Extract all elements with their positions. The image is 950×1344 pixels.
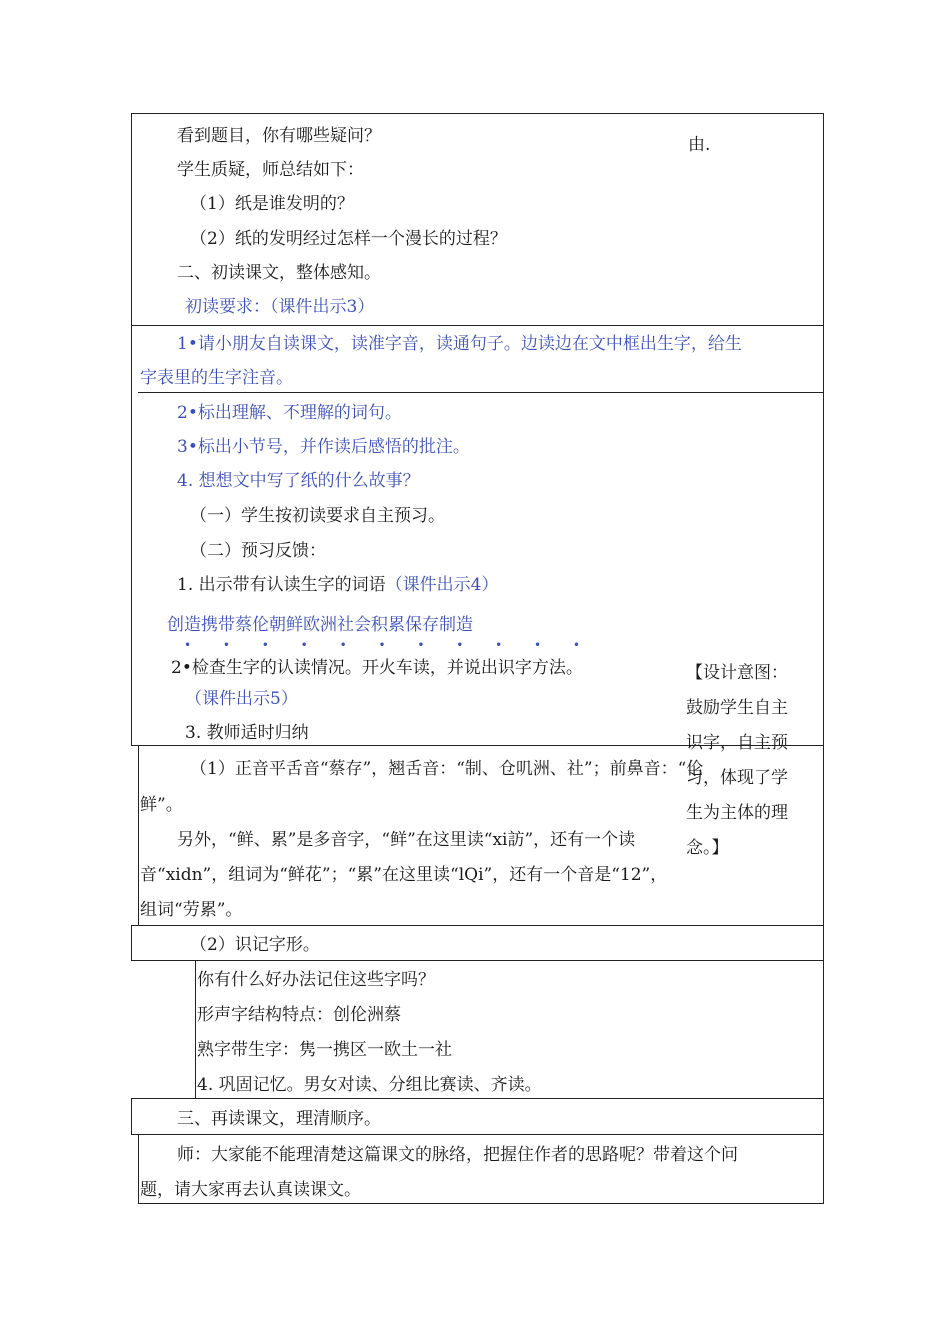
courseware-5: （课件出示5） <box>185 689 298 709</box>
border-row-4 <box>131 925 824 926</box>
question-intro: 看到题目，你有哪些疑问？ <box>177 126 381 146</box>
reading-requirements: 初读要求：（课件出示3） <box>185 297 375 317</box>
border-row-1 <box>131 325 824 326</box>
phonetic-structure: 形声字结构特点：创伦洲蔡 <box>197 1005 401 1025</box>
design-note-4: 习，体现了学 <box>686 768 788 788</box>
step-two: （二）预习反馈： <box>190 541 326 561</box>
border-left-5 <box>131 1098 132 1134</box>
border-left-6 <box>138 1134 139 1203</box>
pronunciation-note: （1）正音平舌音“蔡存”，翘舌音：“制、仓叽洲、社”；前鼻音：“伦 <box>190 759 704 779</box>
polyphone-note: 另外，“鲜、累”是多音字，“鲜”在这里读“xi訪”，还有一个读 <box>177 830 636 850</box>
consolidate-memory: 4. 巩固记忆。男女对读、分组比赛读、齐读。 <box>197 1075 542 1095</box>
requirement-1-cont: 字表里的生字注音。 <box>140 368 293 388</box>
margin-fragment: 由. <box>688 135 711 155</box>
design-note-6: 念。】 <box>686 838 729 858</box>
border-right-1 <box>823 113 824 1203</box>
polyphone-note-end: 组词“劳累”。 <box>140 900 243 920</box>
requirement-3: 3•标出小节号，并作读后感悟的批注。 <box>177 437 470 457</box>
character-memory: （2）识记字形。 <box>190 935 320 955</box>
feedback-1-courseware: （课件出示4） <box>385 575 499 595</box>
familiar-characters: 熟字带生字：隽一携区一欧土一社 <box>197 1040 452 1060</box>
question-1: （1）纸是谁发明的？ <box>190 194 354 214</box>
border-left-2 <box>138 745 139 925</box>
feedback-3: 3. 教师适时归纳 <box>185 723 309 743</box>
design-note-1: 【设计意图： <box>686 663 788 683</box>
design-note-3: 识字，自主预 <box>686 733 788 753</box>
border-left-1 <box>131 113 132 745</box>
feedback-1-text: 1. 出示带有认读生字的词语 <box>177 575 386 595</box>
border-row-2 <box>138 392 824 393</box>
feedback-2: 2•检查生字的认读情况。开火车读，并说出识字方法。 <box>171 658 583 678</box>
design-note-5: 生为主体的理 <box>686 803 788 823</box>
memory-question: 你有什么好办法记住这些字吗？ <box>197 970 435 990</box>
step-one: （一）学生按初读要求自主预习。 <box>190 506 445 526</box>
border-left-4 <box>195 960 196 1098</box>
question-2: （2）纸的发明经过怎样一个漫长的过程？ <box>190 229 507 249</box>
design-note-2: 鼓励学生自主 <box>686 698 788 718</box>
border-row-6 <box>131 1098 824 1099</box>
teacher-summary: 学生质疑，师总结如下： <box>177 160 364 180</box>
vocabulary-words: 创造携带蔡伦朝鲜欧洲社会积累保存制造 <box>167 615 473 635</box>
border-bottom <box>138 1203 824 1204</box>
feedback-1 <box>177 574 498 596</box>
pronunciation-note-cont: 鲜”。 <box>140 795 183 815</box>
border-row-7 <box>131 1134 824 1135</box>
polyphone-note-cont: 音“xidn”，组词为“鲜花”；“累”在这里读“lQi”，还有一个音是“12”， <box>140 865 668 885</box>
requirement-4: 4. 想想文中写了纸的什么故事？ <box>177 471 420 491</box>
section-3-heading: 三、再读课文，理清顺序。 <box>177 1109 381 1129</box>
teacher-prompt: 师：大家能不能理清楚这篇课文的脉络，把握住作者的思路呢？带着这个问 <box>177 1145 738 1165</box>
section-2-heading: 二、初读课文，整体感知。 <box>177 263 381 283</box>
border-row-5 <box>131 960 824 961</box>
requirement-2: 2•标出理解、不理解的词句。 <box>177 403 402 423</box>
requirement-1: 1•请小朋友自读课文，读准字音，读通句子。边读边在文中框出生字，给生 <box>177 334 742 354</box>
teacher-prompt-cont: 题，请大家再去认真读课文。 <box>140 1180 361 1200</box>
border-top <box>131 113 824 114</box>
border-left-3 <box>131 925 132 960</box>
emphasis-dots: • • • • • • • • • • • <box>184 638 595 652</box>
